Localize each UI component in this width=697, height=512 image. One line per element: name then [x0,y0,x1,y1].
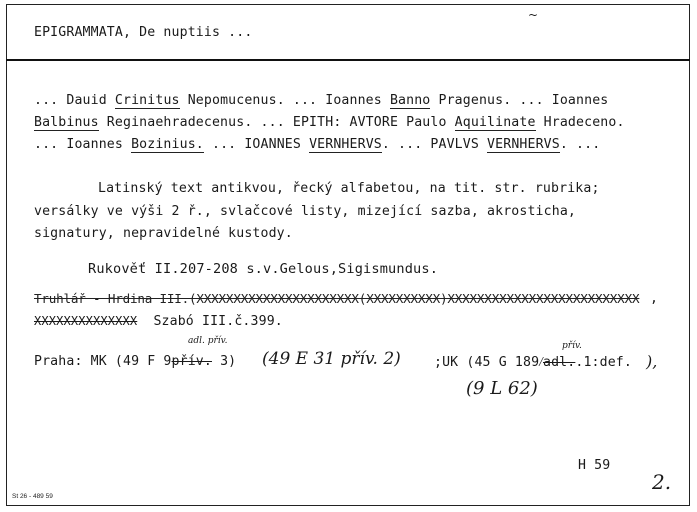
names-text: Hradeceno. [535,115,625,130]
szabo-reference: Szabó III.č.399. [153,314,283,329]
footer-code: H 59 [578,458,611,473]
names-line-2 [34,115,625,130]
description-line-2: versálky ve výši 2 ř., svlačcové listy, mizející sazba, akrosticha, [34,204,576,219]
card-title [34,25,252,40]
names-text: Pragenus. ... Ioannes [430,93,609,108]
description-line-3: signatury, nepravidelné kustody. [34,226,293,241]
reference-line: Rukověť II.207-208 s.v.Gelous,Sigismundus. [88,261,439,277]
underlined-name: Crinitus [114,93,180,108]
handwritten-above: adl. přív. [188,336,228,346]
names-text: ... IOANNES [203,137,310,152]
names-text: ... Dauid [34,93,115,108]
handwritten-paren: ), [646,352,658,371]
handwritten-shelfmark-2: (9 L 62) [466,378,538,399]
title-text: EPIGRAMMATA, De nuptiis ... [34,25,253,40]
names-text: . ... [559,137,601,152]
print-code: St 26 - 489 59 [12,493,53,500]
pencil-mark: ~ [528,8,539,22]
holdings-line [34,354,236,369]
names-text: . ... PAVLVS [381,137,488,152]
struck-text: XXXXXXXXXXXXXX [34,314,138,328]
underlined-name: Bozinius. [131,137,204,152]
struck-word: přív. [171,354,212,369]
comma-mark: , [650,291,659,306]
struck-line-2 [34,314,283,329]
catalog-card [6,4,690,506]
holdings-text: Praha: MK (49 F 9 [34,354,172,369]
description-line-1: Latinský text antikvou, řecký alfabetou, na tit. str. rubrika; [98,181,600,196]
header-divider [6,59,690,61]
holdings-text: 3) [211,354,237,369]
names-text: Reginaehradecenus. ... EPITH: AVTORE Paulo [98,115,455,130]
holdings-text: ;UK (45 G 189 [434,355,540,370]
handwritten-above-2: přív. [562,341,582,351]
uk-holdings: ;UK (45 G 189/adl..1:def. [434,354,632,370]
struck-line-1 [34,291,648,306]
underlined-name: Balbinus [34,115,99,130]
struck-text: Truhlář - Hrdina III.(XXXXXXXXXXXXXXXXXXXXXX(XXXXXXXXXX)XXXXXXXXXXXXXXXXXXXXXXXXXX [34,291,640,306]
underlined-name: Aquilinate [454,115,536,130]
handwritten-shelfmark: (49 E 31 přív. 2) [262,349,401,369]
names-line-3 [34,137,600,152]
names-text: ... Ioannes [34,137,132,152]
underlined-name: VERNHERVS [487,137,560,152]
struck-word: adl. [543,355,576,370]
underlined-name: Banno [389,93,431,108]
holdings-text: .1:def. [575,355,632,370]
underlined-name: VERNHERVS [309,137,382,152]
names-text: Nepomucenus. ... Ioannes [179,93,390,108]
page-mark: 2. [652,470,672,494]
names-line-1 [34,93,608,108]
